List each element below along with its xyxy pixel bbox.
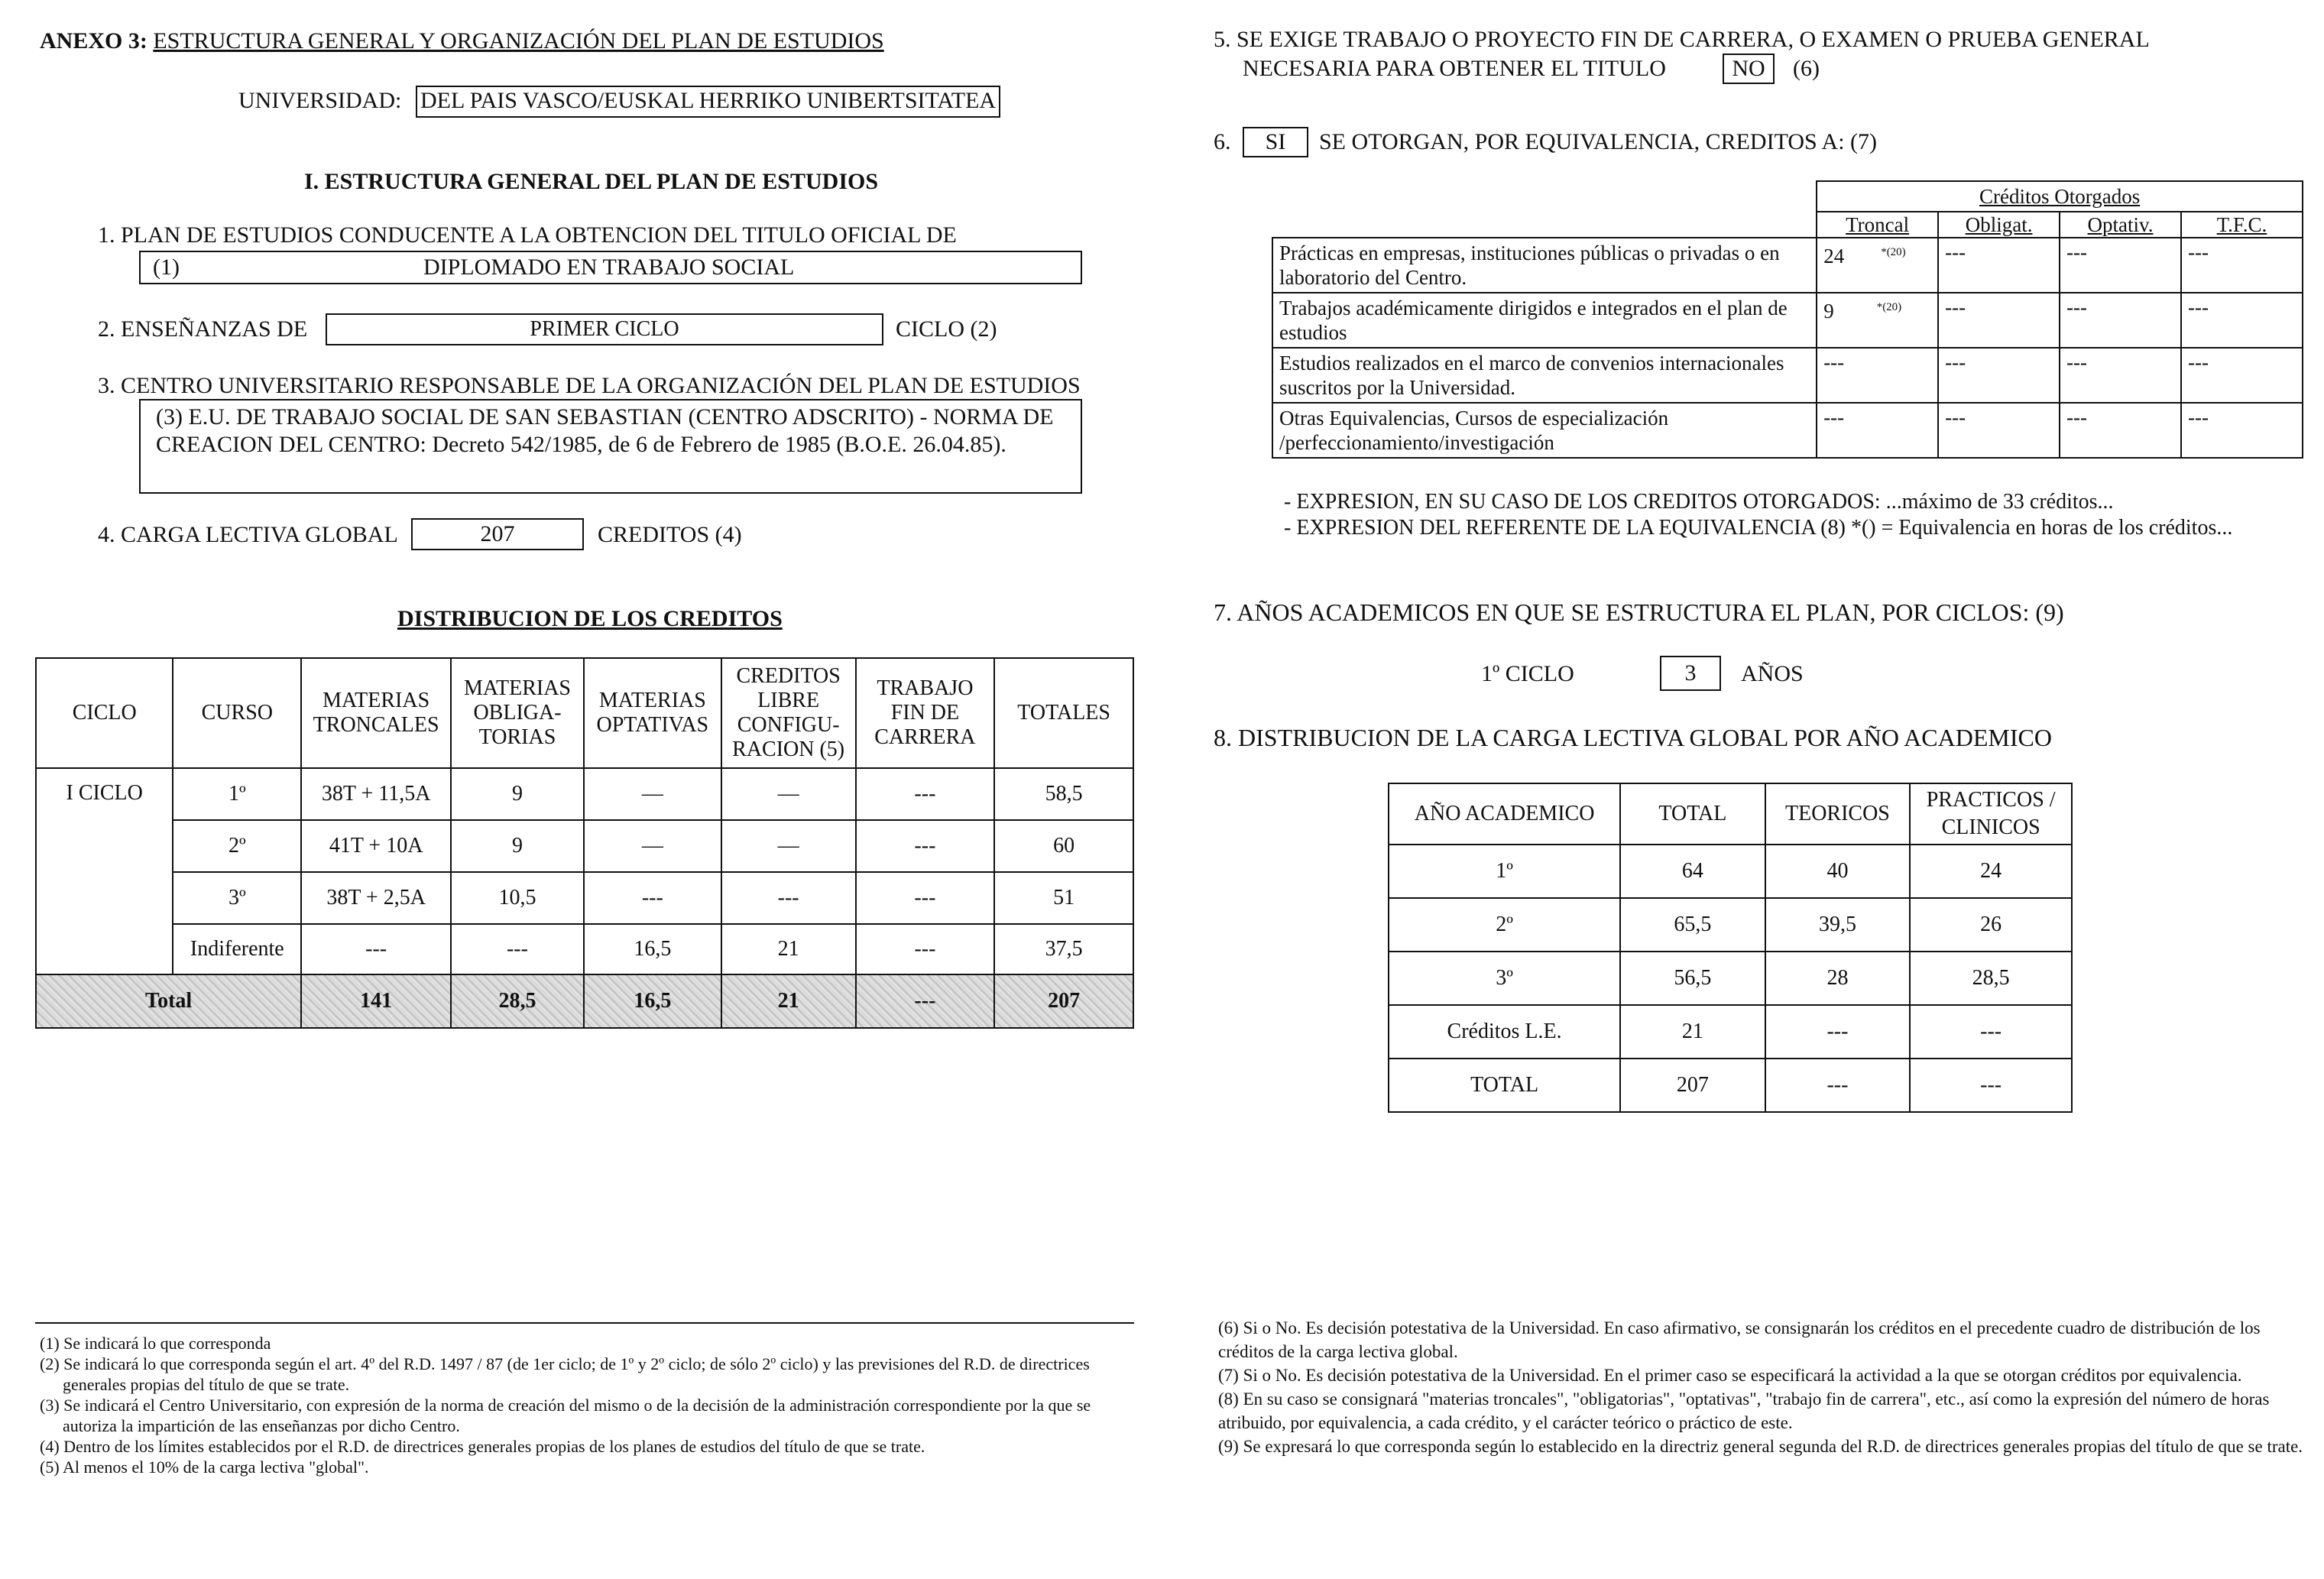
table-cell: — — [721, 820, 856, 872]
item4-label: 4. CARGA LECTIVA GLOBAL — [98, 522, 398, 547]
degree-value: DIPLOMADO EN TRABAJO SOCIAL — [423, 255, 795, 280]
table-cell: --- — [2060, 348, 2181, 403]
credits-expression: - EXPRESION, EN SU CASO DE LOS CREDITOS OTORGADOS: ...máximo de 33 créditos... — [1284, 490, 2114, 514]
thesis-required-field — [1723, 53, 1775, 84]
table-cell: --- — [451, 924, 584, 974]
header-cell: CREDITOS LIBRE CONFIGU-RACION (5) — [721, 658, 856, 768]
table-cell: --- — [856, 974, 995, 1028]
global-load-value: 207 — [480, 521, 515, 546]
table-cell: --- — [2181, 293, 2303, 348]
item1-label: 1. PLAN DE ESTUDIOS CONDUCENTE A LA OBTENCION DEL TITULO OFICIAL DE — [98, 222, 957, 248]
header-cell: T.F.C. — [2181, 212, 2303, 238]
item6-prefix: 6. — [1214, 129, 1231, 154]
table-cell: Indiferente — [173, 924, 301, 974]
footnote: (1) Se indicará lo que corresponda — [40, 1334, 271, 1353]
table-cell: 38T + 11,5A — [301, 768, 451, 820]
table-cell: --- — [2181, 238, 2303, 293]
center-field — [139, 399, 1082, 494]
item3-label: 3. CENTRO UNIVERSITARIO RESPONSABLE DE LA ORGANIZACIÓN DEL PLAN DE ESTUDIOS — [98, 373, 1081, 398]
header-cell: PRACTICOS / CLINICOS — [1910, 783, 2072, 845]
credits-group-header: Créditos Otorgados — [1817, 181, 2303, 212]
footnotes-left — [40, 1333, 1133, 1477]
table-cell: --- — [1938, 403, 2060, 458]
item5-line1: 5. SE EXIGE TRABAJO O PROYECTO FIN DE CARRERA, O EXAMEN O PRUEBA GENERAL — [1214, 27, 2150, 52]
table-row — [1389, 1005, 2072, 1059]
table-cell: 21 — [721, 974, 856, 1028]
table-row — [1272, 403, 2303, 458]
header-cell: CURSO — [173, 658, 301, 768]
table-cell: --- — [1817, 403, 1938, 458]
table-cell: --- — [1765, 1005, 1911, 1059]
table-cell: --- — [2060, 238, 2181, 293]
table-cell: 9 — [451, 768, 584, 820]
equivalence-table — [1272, 180, 2303, 459]
header-cell: Obligat. — [1938, 212, 2060, 238]
section1-title: I. ESTRUCTURA GENERAL DEL PLAN DE ESTUDIOS — [304, 169, 879, 194]
table-cell: --- — [2060, 403, 2181, 458]
years-suffix: AÑOS — [1741, 661, 1804, 686]
table-row — [1389, 1059, 2072, 1112]
header-cell: Optativ. — [2060, 212, 2181, 238]
item2-suffix: CICLO (2) — [896, 316, 997, 342]
table-cell: 38T + 2,5A — [301, 872, 451, 924]
header-cell: TOTALES — [994, 658, 1133, 768]
table-cell: --- — [301, 924, 451, 974]
table-row — [1389, 898, 2072, 952]
table-cell: --- — [856, 768, 995, 820]
total-label: Total — [36, 974, 301, 1028]
row-label: Estudios realizados en el marco de convenios internacionales suscritos por la Universidad. — [1272, 348, 1817, 403]
table-cell: 16,5 — [584, 974, 721, 1028]
table-row — [1272, 348, 2303, 403]
table-row — [1389, 845, 2072, 898]
item2-label: 2. ENSEÑANZAS DE — [98, 316, 308, 342]
table-row — [36, 872, 1133, 924]
university-field — [416, 86, 1000, 118]
header-cell: CICLO — [36, 658, 173, 768]
table-cell: --- — [2181, 403, 2303, 458]
university-label: UNIVERSIDAD: — [238, 88, 402, 113]
table-cell: 9 — [451, 820, 584, 872]
table-cell: --- — [2181, 348, 2303, 403]
table-cell: 39,5 — [1765, 898, 1911, 952]
table-row — [1272, 238, 2303, 293]
item5-note: (6) — [1793, 56, 1820, 81]
table-cell: 28,5 — [451, 974, 584, 1028]
table-cell: --- — [856, 820, 995, 872]
table-cell: --- — [1938, 238, 2060, 293]
footnote: (8) En su caso se consignará "materias troncales", "obligatorias", "optativas", "trabajo fin de carrera", etc., así como la expresión del número de horas atribuido, por equivalencia, a cada crédito, y el carácter teórico o práctico de este. — [1218, 1389, 2270, 1432]
equivalence-reference: - EXPRESION DEL REFERENTE DE LA EQUIVALENCIA (8) *() = Equivalencia en horas de los créditos... — [1284, 516, 2233, 540]
table-header-row — [1272, 181, 2303, 212]
header-cell: MATERIAS OPTATIVAS — [584, 658, 721, 768]
table-cell: 28 — [1765, 952, 1911, 1005]
cycle-cell: I CICLO — [36, 768, 173, 974]
table-cell: --- — [721, 872, 856, 924]
footnote: (3) Se indicará el Centro Universitario, con expresión de la norma de creación del mismo o de la decisión de la administración correspondiente por la que se autoriza la impartición de las enseñanzas por dicho Centro. — [40, 1396, 1091, 1435]
header-cell: TRABAJO FIN DE CARRERA — [856, 658, 995, 768]
table-cell: 58,5 — [994, 768, 1133, 820]
thesis-required-value: NO — [1732, 56, 1765, 81]
footnote: (7) Si o No. Es decisión potestativa de la Universidad. En el primer caso se especificará la actividad a la que se otorgan créditos por equivalencia. — [1218, 1366, 2242, 1385]
row-label: Otras Equivalencias, Cursos de especialización /perfeccionamiento/investigación — [1272, 403, 1817, 458]
header-cell: TEORICOS — [1765, 783, 1911, 845]
item4-suffix: CREDITOS (4) — [598, 522, 742, 547]
table-row — [36, 768, 1133, 820]
table-cell: 24 — [1910, 845, 2072, 898]
header-cell: Troncal — [1817, 212, 1938, 238]
table-cell: 26 — [1910, 898, 2072, 952]
table-cell: 56,5 — [1620, 952, 1765, 1005]
table-cell: — — [584, 820, 721, 872]
item5-line2: NECESARIA PARA OBTENER EL TITULO — [1243, 56, 1666, 81]
item8-label: 8. DISTRIBUCION DE LA CARGA LECTIVA GLOBAL POR AÑO ACADEMICO — [1214, 724, 2052, 751]
table-cell: 2º — [173, 820, 301, 872]
table-header-row — [1272, 212, 2303, 238]
table-cell: --- — [1910, 1005, 2072, 1059]
table-cell: — — [721, 768, 856, 820]
table-cell: --- — [1910, 1059, 2072, 1112]
university-value: DEL PAIS VASCO/EUSKAL HERRIKO UNIBERTSITATEA — [420, 88, 997, 113]
table-cell: 37,5 — [994, 924, 1133, 974]
total-row — [36, 974, 1133, 1028]
footnote: (5) Al menos el 10% de la carga lectiva "global". — [40, 1457, 369, 1477]
equivalence-value: SI — [1265, 129, 1286, 154]
cycle-value: PRIMER CICLO — [530, 317, 679, 341]
item7-label: 7. AÑOS ACADEMICOS EN QUE SE ESTRUCTURA EL PLAN, POR CICLOS: (9) — [1214, 598, 2064, 626]
degree-note: (1) — [153, 255, 180, 280]
footnote-divider — [35, 1322, 1134, 1324]
table-cell: 1º — [173, 768, 301, 820]
table-cell: 3º — [1389, 952, 1620, 1005]
years-cycle-label: 1º CICLO — [1481, 661, 1574, 686]
item6-text: SE OTORGAN, POR EQUIVALENCIA, CREDITOS A: (7) — [1319, 129, 1878, 154]
degree-title-field — [139, 251, 1082, 284]
cycle-field — [326, 313, 883, 345]
footnote: (9) Se expresará lo que corresponda según lo establecido en la directriz general segunda del R.D. de directrices generales propias del título de que se trate. — [1218, 1437, 2303, 1456]
table-cell: 141 — [301, 974, 451, 1028]
table-row — [1389, 952, 2072, 1005]
annex-title: ESTRUCTURA GENERAL Y ORGANIZACIÓN DEL PLAN DE ESTUDIOS — [153, 28, 884, 53]
header-cell: MATERIAS TRONCALES — [301, 658, 451, 768]
credit-distribution-table — [35, 657, 1134, 1029]
troncal-cell: 24 $^{*(20)}$ — [1817, 238, 1938, 293]
table-row — [36, 820, 1133, 872]
footnote: (6) Si o No. Es decisión potestativa de la Universidad. En caso afirmativo, se consignarán los créditos en el precedente cuadro de distribución de los créditos de la carga lectiva global. — [1218, 1318, 2261, 1361]
row-label: Trabajos académicamente dirigidos e integrados en el plan de estudios — [1272, 293, 1817, 348]
table-cell: Créditos L.E. — [1389, 1005, 1620, 1059]
header-cell: AÑO ACADEMICO — [1389, 783, 1620, 845]
header-cell: TOTAL — [1620, 783, 1765, 845]
table-cell: 16,5 — [584, 924, 721, 974]
troncal-cell: 9 $^{*(20)}$ — [1817, 293, 1938, 348]
table-cell: --- — [1765, 1059, 1911, 1112]
table-cell: --- — [856, 924, 995, 974]
annex-label: ANEXO 3: — [40, 28, 147, 53]
annex-heading — [40, 28, 884, 55]
table-cell: 41T + 10A — [301, 820, 451, 872]
table-cell: 21 — [1620, 1005, 1765, 1059]
yearly-load-table — [1388, 783, 2073, 1113]
footnotes-right — [1218, 1316, 2303, 1458]
table-cell: --- — [2060, 293, 2181, 348]
table-cell: 1º — [1389, 845, 1620, 898]
table-cell: TOTAL — [1389, 1059, 1620, 1112]
table-cell: --- — [1938, 293, 2060, 348]
table-row — [1272, 293, 2303, 348]
table-cell: 2º — [1389, 898, 1620, 952]
table-header-row — [36, 658, 1133, 768]
table-cell: 207 — [1620, 1059, 1765, 1112]
table-cell: 3º — [173, 872, 301, 924]
table-cell: --- — [1938, 348, 2060, 403]
years-value: 3 — [1684, 660, 1697, 686]
table-header-row — [1389, 783, 2072, 845]
table-cell: 40 — [1765, 845, 1911, 898]
table-cell: 10,5 — [451, 872, 584, 924]
table-cell: 65,5 — [1620, 898, 1765, 952]
table-cell: --- — [856, 872, 995, 924]
footnote: (2) Se indicará lo que corresponda según el art. 4º del R.D. 1497 / 87 (de 1er ciclo; de 1º y 2º ciclo; de sólo 2º ciclo) y las previsiones del R.D. de directrices generales propias del título de que se trate. — [40, 1354, 1090, 1394]
center-value: (3) E.U. DE TRABAJO SOCIAL DE SAN SEBASTIAN (CENTRO ADSCRITO) - NORMA DE CREACION DEL CENTRO: Decreto 542/1985, de 6 de Febrero de 1985 (B.O.E. 26.04.85). — [156, 404, 1054, 457]
global-load-field — [411, 518, 584, 550]
table-row — [36, 924, 1133, 974]
table-cell: 51 — [994, 872, 1133, 924]
row-label: Prácticas en empresas, instituciones públicas o privadas o en laboratorio del Centro. — [1272, 238, 1817, 293]
table-cell: — — [584, 768, 721, 820]
table-cell: 64 — [1620, 845, 1765, 898]
table-cell: 60 — [994, 820, 1133, 872]
table-cell: 28,5 — [1910, 952, 2072, 1005]
years-field — [1660, 656, 1721, 691]
table-cell: 21 — [721, 924, 856, 974]
table-cell: --- — [584, 872, 721, 924]
equivalence-field — [1243, 127, 1308, 157]
table-cell: 207 — [994, 974, 1133, 1028]
distribution-title: DISTRIBUCION DE LOS CREDITOS — [397, 606, 783, 631]
footnote: (4) Dentro de los límites establecidos por el R.D. de directrices generales propias de los planes de estudios del título de que se trate. — [40, 1437, 925, 1456]
header-cell: MATERIAS OBLIGA-TORIAS — [451, 658, 584, 768]
table-cell: --- — [1817, 348, 1938, 403]
